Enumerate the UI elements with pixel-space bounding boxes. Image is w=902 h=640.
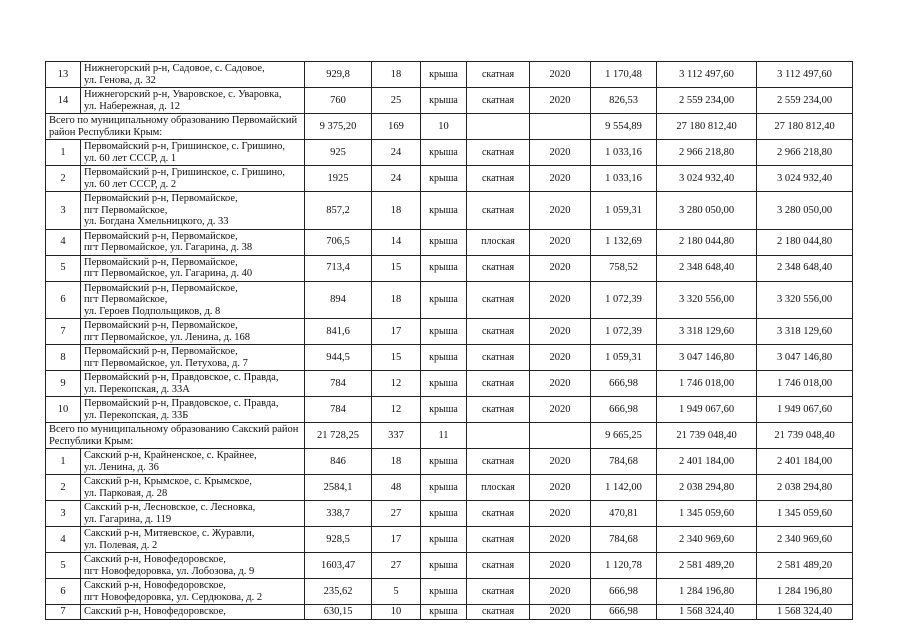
total-cost-cell: 1 568 324,40: [757, 605, 853, 620]
apartments-cell: 14: [372, 229, 421, 255]
address-line: ул. Богдана Хмельницкого, д. 33: [84, 216, 229, 227]
area-cell: 944,5: [305, 345, 372, 371]
cost-cell: 2 038 294,80: [657, 475, 757, 501]
address-line: ул. Перекопская, д. 33Б: [84, 409, 189, 421]
address-cell: [81, 527, 305, 553]
address-line: ул. Набережная, д. 12: [84, 100, 181, 112]
area-cell: 925: [305, 140, 372, 166]
year-cell: 2020: [530, 345, 591, 371]
roof-type-cell: скатная: [467, 449, 530, 475]
subtotal-area-cell: 21 728,25: [305, 423, 372, 449]
area-cell: 784: [305, 371, 372, 397]
element-cell: крыша: [421, 140, 467, 166]
unit-cost-cell: 1 059,31: [591, 345, 657, 371]
address-line: Нижнегорский р-н, Садовое, с. Садовое,: [84, 63, 265, 74]
cost-cell: 1 746 018,00: [657, 371, 757, 397]
element-cell: крыша: [421, 319, 467, 345]
row-number-cell: 8: [46, 345, 81, 371]
address-line: ул. Героев Подпольщиков, д. 8: [84, 305, 221, 317]
address-cell: [81, 140, 305, 166]
roof-type-cell: скатная: [467, 88, 530, 114]
address-line: пгт Первомайское, ул. Петухова, д. 7: [84, 357, 248, 369]
apartments-cell: 18: [372, 449, 421, 475]
address-line: пгт Новофедоровка, ул. Лобозова, д. 9: [84, 565, 255, 577]
cost-cell: 2 348 648,40: [657, 255, 757, 281]
roof-type-cell: плоская: [467, 229, 530, 255]
unit-cost-cell: 784,68: [591, 527, 657, 553]
row-number-cell: 2: [46, 166, 81, 192]
element-cell: крыша: [421, 62, 467, 88]
address-line: Сакский р-н, Крайненское, с. Крайнее,: [84, 450, 257, 461]
subtotal-area-cell: 9 375,20: [305, 114, 372, 140]
year-cell: 2020: [530, 140, 591, 166]
unit-cost-cell: 1 072,39: [591, 281, 657, 319]
apartments-cell: 18: [372, 192, 421, 230]
unit-cost-cell: 666,98: [591, 397, 657, 423]
area-cell: 760: [305, 88, 372, 114]
roof-type-cell: плоская: [467, 475, 530, 501]
subtotal-unit-cost-cell: 9 554,89: [591, 114, 657, 140]
address-line: Сакский р-н, Крымское, с. Крымское,: [84, 476, 252, 487]
address-line: Сакский р-н, Митяевское, с. Журавли,: [84, 528, 255, 539]
table-row: [46, 527, 853, 553]
address-line: Первомайский р-н, Первомайское,: [84, 193, 238, 204]
roof-type-cell: скатная: [467, 319, 530, 345]
document-table: [45, 61, 853, 620]
subtotal-label-cell: [46, 423, 305, 449]
table-row: [46, 605, 853, 620]
row-number-cell: 3: [46, 501, 81, 527]
apartments-cell: 15: [372, 345, 421, 371]
roof-type-cell: скатная: [467, 371, 530, 397]
table-row: [46, 501, 853, 527]
address-line: ул. Генова, д. 32: [84, 74, 156, 86]
roof-type-cell: скатная: [467, 553, 530, 579]
cost-cell: 3 024 932,40: [657, 166, 757, 192]
unit-cost-cell: 1 132,69: [591, 229, 657, 255]
total-cost-cell: 3 024 932,40: [757, 166, 853, 192]
unit-cost-cell: 1 059,31: [591, 192, 657, 230]
apartments-cell: 15: [372, 255, 421, 281]
year-cell: 2020: [530, 397, 591, 423]
cost-cell: 2 180 044,80: [657, 229, 757, 255]
table-row: [46, 88, 853, 114]
table-row: [46, 579, 853, 605]
address-cell: [81, 605, 305, 620]
total-cost-cell: 1 746 018,00: [757, 371, 853, 397]
address-line: Первомайский р-н, Правдовское, с. Правда,: [84, 398, 279, 409]
unit-cost-cell: 666,98: [591, 605, 657, 620]
unit-cost-cell: 666,98: [591, 579, 657, 605]
row-number-cell: 3: [46, 192, 81, 230]
address-line: Первомайский р-н, Правдовское, с. Правда,: [84, 372, 279, 383]
year-cell: 2020: [530, 62, 591, 88]
label-line: район Республики Крым:: [49, 126, 163, 138]
unit-cost-cell: 758,52: [591, 255, 657, 281]
total-cost-cell: 2 038 294,80: [757, 475, 853, 501]
roof-type-cell: скатная: [467, 140, 530, 166]
address-line: ул. Полевая, д. 2: [84, 539, 158, 551]
total-cost-cell: 2 581 489,20: [757, 553, 853, 579]
empty-cell: [530, 114, 591, 140]
total-cost-cell: 1 949 067,60: [757, 397, 853, 423]
total-cost-cell: 2 340 969,60: [757, 527, 853, 553]
empty-cell: [530, 423, 591, 449]
year-cell: 2020: [530, 527, 591, 553]
year-cell: 2020: [530, 281, 591, 319]
address-line: Нижнегорский р-н, Уваровское, с. Уваровка,: [84, 89, 282, 100]
label-line: Всего по муниципальному образованию Первомайский: [49, 115, 298, 126]
address-line: ул. Перекопская, д. 33А: [84, 383, 190, 395]
address-line: ул. 60 лет СССР, д. 1: [84, 152, 177, 164]
cost-cell: 3 280 050,00: [657, 192, 757, 230]
cost-cell: 2 401 184,00: [657, 449, 757, 475]
row-number-cell: 7: [46, 319, 81, 345]
row-number-cell: 4: [46, 527, 81, 553]
row-number-cell: 6: [46, 579, 81, 605]
area-cell: 630,15: [305, 605, 372, 620]
address-line: пгт Первомайское, ул. Ленина, д. 168: [84, 331, 251, 343]
area-cell: 857,2: [305, 192, 372, 230]
label-line: Республики Крым:: [49, 435, 134, 447]
element-cell: крыша: [421, 579, 467, 605]
table-row: [46, 192, 853, 230]
roof-type-cell: скатная: [467, 192, 530, 230]
area-cell: 235,62: [305, 579, 372, 605]
total-cost-cell: 2 348 648,40: [757, 255, 853, 281]
apartments-cell: 17: [372, 527, 421, 553]
total-cost-cell: 2 966 218,80: [757, 140, 853, 166]
address-line: пгт Первомайское, ул. Гагарина, д. 40: [84, 268, 253, 279]
row-number-cell: 1: [46, 449, 81, 475]
address-cell: [81, 62, 305, 88]
table-row: [46, 475, 853, 501]
area-cell: 2584,1: [305, 475, 372, 501]
apartments-cell: 27: [372, 553, 421, 579]
unit-cost-cell: 1 072,39: [591, 319, 657, 345]
year-cell: 2020: [530, 449, 591, 475]
area-cell: 1925: [305, 166, 372, 192]
year-cell: 2020: [530, 229, 591, 255]
table-row: [46, 62, 853, 88]
cost-cell: 2 559 234,00: [657, 88, 757, 114]
row-number-cell: 2: [46, 475, 81, 501]
address-line: Сакский р-н, Новофедоровское,: [84, 606, 226, 617]
year-cell: 2020: [530, 501, 591, 527]
cost-cell: 2 340 969,60: [657, 527, 757, 553]
total-cost-cell: 3 047 146,80: [757, 345, 853, 371]
apartments-cell: 24: [372, 166, 421, 192]
address-line: Первомайский р-н, Первомайское,: [84, 230, 238, 242]
unit-cost-cell: 1 170,48: [591, 62, 657, 88]
roof-type-cell: скатная: [467, 62, 530, 88]
year-cell: 2020: [530, 255, 591, 281]
area-cell: 338,7: [305, 501, 372, 527]
apartments-cell: 12: [372, 397, 421, 423]
table-row: [46, 229, 853, 255]
subtotal-label-cell: [46, 114, 305, 140]
address-line: Сакский р-н, Новофедоровское,: [84, 554, 226, 565]
address-cell: [81, 192, 305, 230]
address-line: пгт Первомайское, ул. Гагарина, д. 38: [84, 242, 253, 253]
element-cell: крыша: [421, 501, 467, 527]
element-cell: крыша: [421, 255, 467, 281]
total-cost-cell: 3 280 050,00: [757, 192, 853, 230]
address-cell: [81, 449, 305, 475]
year-cell: 2020: [530, 605, 591, 620]
roof-type-cell: скатная: [467, 255, 530, 281]
address-cell: [81, 166, 305, 192]
apartments-cell: 18: [372, 62, 421, 88]
element-cell: крыша: [421, 605, 467, 620]
total-cost-cell: 2 401 184,00: [757, 449, 853, 475]
total-cost-cell: 1 345 059,60: [757, 501, 853, 527]
year-cell: 2020: [530, 319, 591, 345]
roof-type-cell: скатная: [467, 501, 530, 527]
unit-cost-cell: 1 033,16: [591, 140, 657, 166]
roof-type-cell: скатная: [467, 605, 530, 620]
apartments-cell: 27: [372, 501, 421, 527]
apartments-cell: 48: [372, 475, 421, 501]
unit-cost-cell: 1 142,00: [591, 475, 657, 501]
table-row: [46, 397, 853, 423]
cost-cell: 3 112 497,60: [657, 62, 757, 88]
label-line: Всего по муниципальному образованию Сакский район: [49, 424, 299, 435]
roof-type-cell: скатная: [467, 345, 530, 371]
address-cell: [81, 88, 305, 114]
subtotal-count-cell: 11: [421, 423, 467, 449]
element-cell: крыша: [421, 166, 467, 192]
table-row: [46, 255, 853, 281]
area-cell: 928,5: [305, 527, 372, 553]
element-cell: крыша: [421, 371, 467, 397]
cost-cell: 2 966 218,80: [657, 140, 757, 166]
table-row: [46, 140, 853, 166]
empty-cell: [467, 114, 530, 140]
total-cost-cell: 3 320 556,00: [757, 281, 853, 319]
address-line: Сакский р-н, Новофедоровское,: [84, 580, 226, 591]
year-cell: 2020: [530, 88, 591, 114]
cost-cell: 3 318 129,60: [657, 319, 757, 345]
table-row: [46, 281, 853, 319]
subtotal-cost-cell: 27 180 812,40: [657, 114, 757, 140]
apartments-cell: 17: [372, 319, 421, 345]
table-row: [46, 166, 853, 192]
table-row: [46, 449, 853, 475]
address-line: ул. Парковая, д. 28: [84, 487, 168, 499]
unit-cost-cell: 826,53: [591, 88, 657, 114]
area-cell: 706,5: [305, 229, 372, 255]
total-cost-cell: 2 180 044,80: [757, 229, 853, 255]
address-line: пгт Первомайское,: [84, 294, 168, 305]
total-cost-cell: 3 112 497,60: [757, 62, 853, 88]
area-cell: 713,4: [305, 255, 372, 281]
area-cell: 841,6: [305, 319, 372, 345]
address-cell: [81, 281, 305, 319]
address-cell: [81, 229, 305, 255]
year-cell: 2020: [530, 192, 591, 230]
area-cell: 1603,47: [305, 553, 372, 579]
address-cell: [81, 345, 305, 371]
address-cell: [81, 255, 305, 281]
subtotal-apartments-cell: 169: [372, 114, 421, 140]
row-number-cell: 5: [46, 553, 81, 579]
address-line: Первомайский р-н, Первомайское,: [84, 346, 238, 357]
element-cell: крыша: [421, 192, 467, 230]
unit-cost-cell: 666,98: [591, 371, 657, 397]
element-cell: крыша: [421, 553, 467, 579]
address-line: Первомайский р-н, Гришинское, с. Гришино,: [84, 167, 286, 178]
element-cell: крыша: [421, 475, 467, 501]
element-cell: крыша: [421, 527, 467, 553]
area-cell: 784: [305, 397, 372, 423]
cost-cell: 3 047 146,80: [657, 345, 757, 371]
table-row: [46, 553, 853, 579]
element-cell: крыша: [421, 88, 467, 114]
apartments-cell: 25: [372, 88, 421, 114]
year-cell: 2020: [530, 166, 591, 192]
roof-type-cell: скатная: [467, 527, 530, 553]
table-row: [46, 371, 853, 397]
row-number-cell: 1: [46, 140, 81, 166]
total-cost-cell: 2 559 234,00: [757, 88, 853, 114]
unit-cost-cell: 1 120,78: [591, 553, 657, 579]
row-number-cell: 7: [46, 605, 81, 620]
cost-cell: 2 581 489,20: [657, 553, 757, 579]
subtotal-cost-cell: 21 739 048,40: [657, 423, 757, 449]
address-cell: [81, 319, 305, 345]
year-cell: 2020: [530, 371, 591, 397]
subtotal-row: [46, 423, 853, 449]
row-number-cell: 13: [46, 62, 81, 88]
apartments-cell: 5: [372, 579, 421, 605]
table-body: [46, 62, 853, 620]
apartments-cell: 12: [372, 371, 421, 397]
cost-cell: 1 345 059,60: [657, 501, 757, 527]
address-line: ул. 60 лет СССР, д. 2: [84, 178, 177, 190]
element-cell: крыша: [421, 449, 467, 475]
element-cell: крыша: [421, 281, 467, 319]
subtotal-total-cell: 27 180 812,40: [757, 114, 853, 140]
address-line: Первомайский р-н, Гришинское, с. Гришино,: [84, 141, 286, 152]
area-cell: 894: [305, 281, 372, 319]
subtotal-unit-cost-cell: 9 665,25: [591, 423, 657, 449]
element-cell: крыша: [421, 345, 467, 371]
row-number-cell: 10: [46, 397, 81, 423]
address-line: Первомайский р-н, Первомайское,: [84, 256, 238, 268]
roof-type-cell: скатная: [467, 397, 530, 423]
address-cell: [81, 371, 305, 397]
cost-cell: 1 284 196,80: [657, 579, 757, 605]
year-cell: 2020: [530, 475, 591, 501]
row-number-cell: 4: [46, 229, 81, 255]
address-cell: [81, 553, 305, 579]
roof-type-cell: скатная: [467, 579, 530, 605]
total-cost-cell: 1 284 196,80: [757, 579, 853, 605]
element-cell: крыша: [421, 229, 467, 255]
address-cell: [81, 397, 305, 423]
address-cell: [81, 501, 305, 527]
area-cell: 846: [305, 449, 372, 475]
empty-cell: [467, 423, 530, 449]
table-row: [46, 345, 853, 371]
address-line: Сакский р-н, Лесновское, с. Лесновка,: [84, 502, 256, 513]
address-line: Первомайский р-н, Первомайское,: [84, 282, 238, 294]
subtotal-count-cell: 10: [421, 114, 467, 140]
apartments-cell: 24: [372, 140, 421, 166]
unit-cost-cell: 1 033,16: [591, 166, 657, 192]
apartments-cell: 18: [372, 281, 421, 319]
address-line: ул. Гагарина, д. 119: [84, 513, 172, 525]
subtotal-total-cell: 21 739 048,40: [757, 423, 853, 449]
year-cell: 2020: [530, 553, 591, 579]
apartments-cell: 10: [372, 605, 421, 620]
subtotal-apartments-cell: 337: [372, 423, 421, 449]
address-cell: [81, 579, 305, 605]
subtotal-row: [46, 114, 853, 140]
element-cell: крыша: [421, 397, 467, 423]
row-number-cell: 6: [46, 281, 81, 319]
address-line: ул. Ленина, д. 36: [84, 461, 159, 473]
cost-cell: 3 320 556,00: [657, 281, 757, 319]
year-cell: 2020: [530, 579, 591, 605]
row-number-cell: 9: [46, 371, 81, 397]
row-number-cell: 14: [46, 88, 81, 114]
area-cell: 929,8: [305, 62, 372, 88]
address-line: Первомайский р-н, Первомайское,: [84, 320, 238, 331]
table-row: [46, 319, 853, 345]
cost-cell: 1 949 067,60: [657, 397, 757, 423]
unit-cost-cell: 470,81: [591, 501, 657, 527]
address-line: пгт Новофедоровка, ул. Сердюкова, д. 2: [84, 591, 263, 603]
address-line: пгт Первомайское,: [84, 204, 168, 216]
roof-type-cell: скатная: [467, 166, 530, 192]
address-cell: [81, 475, 305, 501]
row-number-cell: 5: [46, 255, 81, 281]
unit-cost-cell: 784,68: [591, 449, 657, 475]
roof-type-cell: скатная: [467, 281, 530, 319]
cost-cell: 1 568 324,40: [657, 605, 757, 620]
total-cost-cell: 3 318 129,60: [757, 319, 853, 345]
